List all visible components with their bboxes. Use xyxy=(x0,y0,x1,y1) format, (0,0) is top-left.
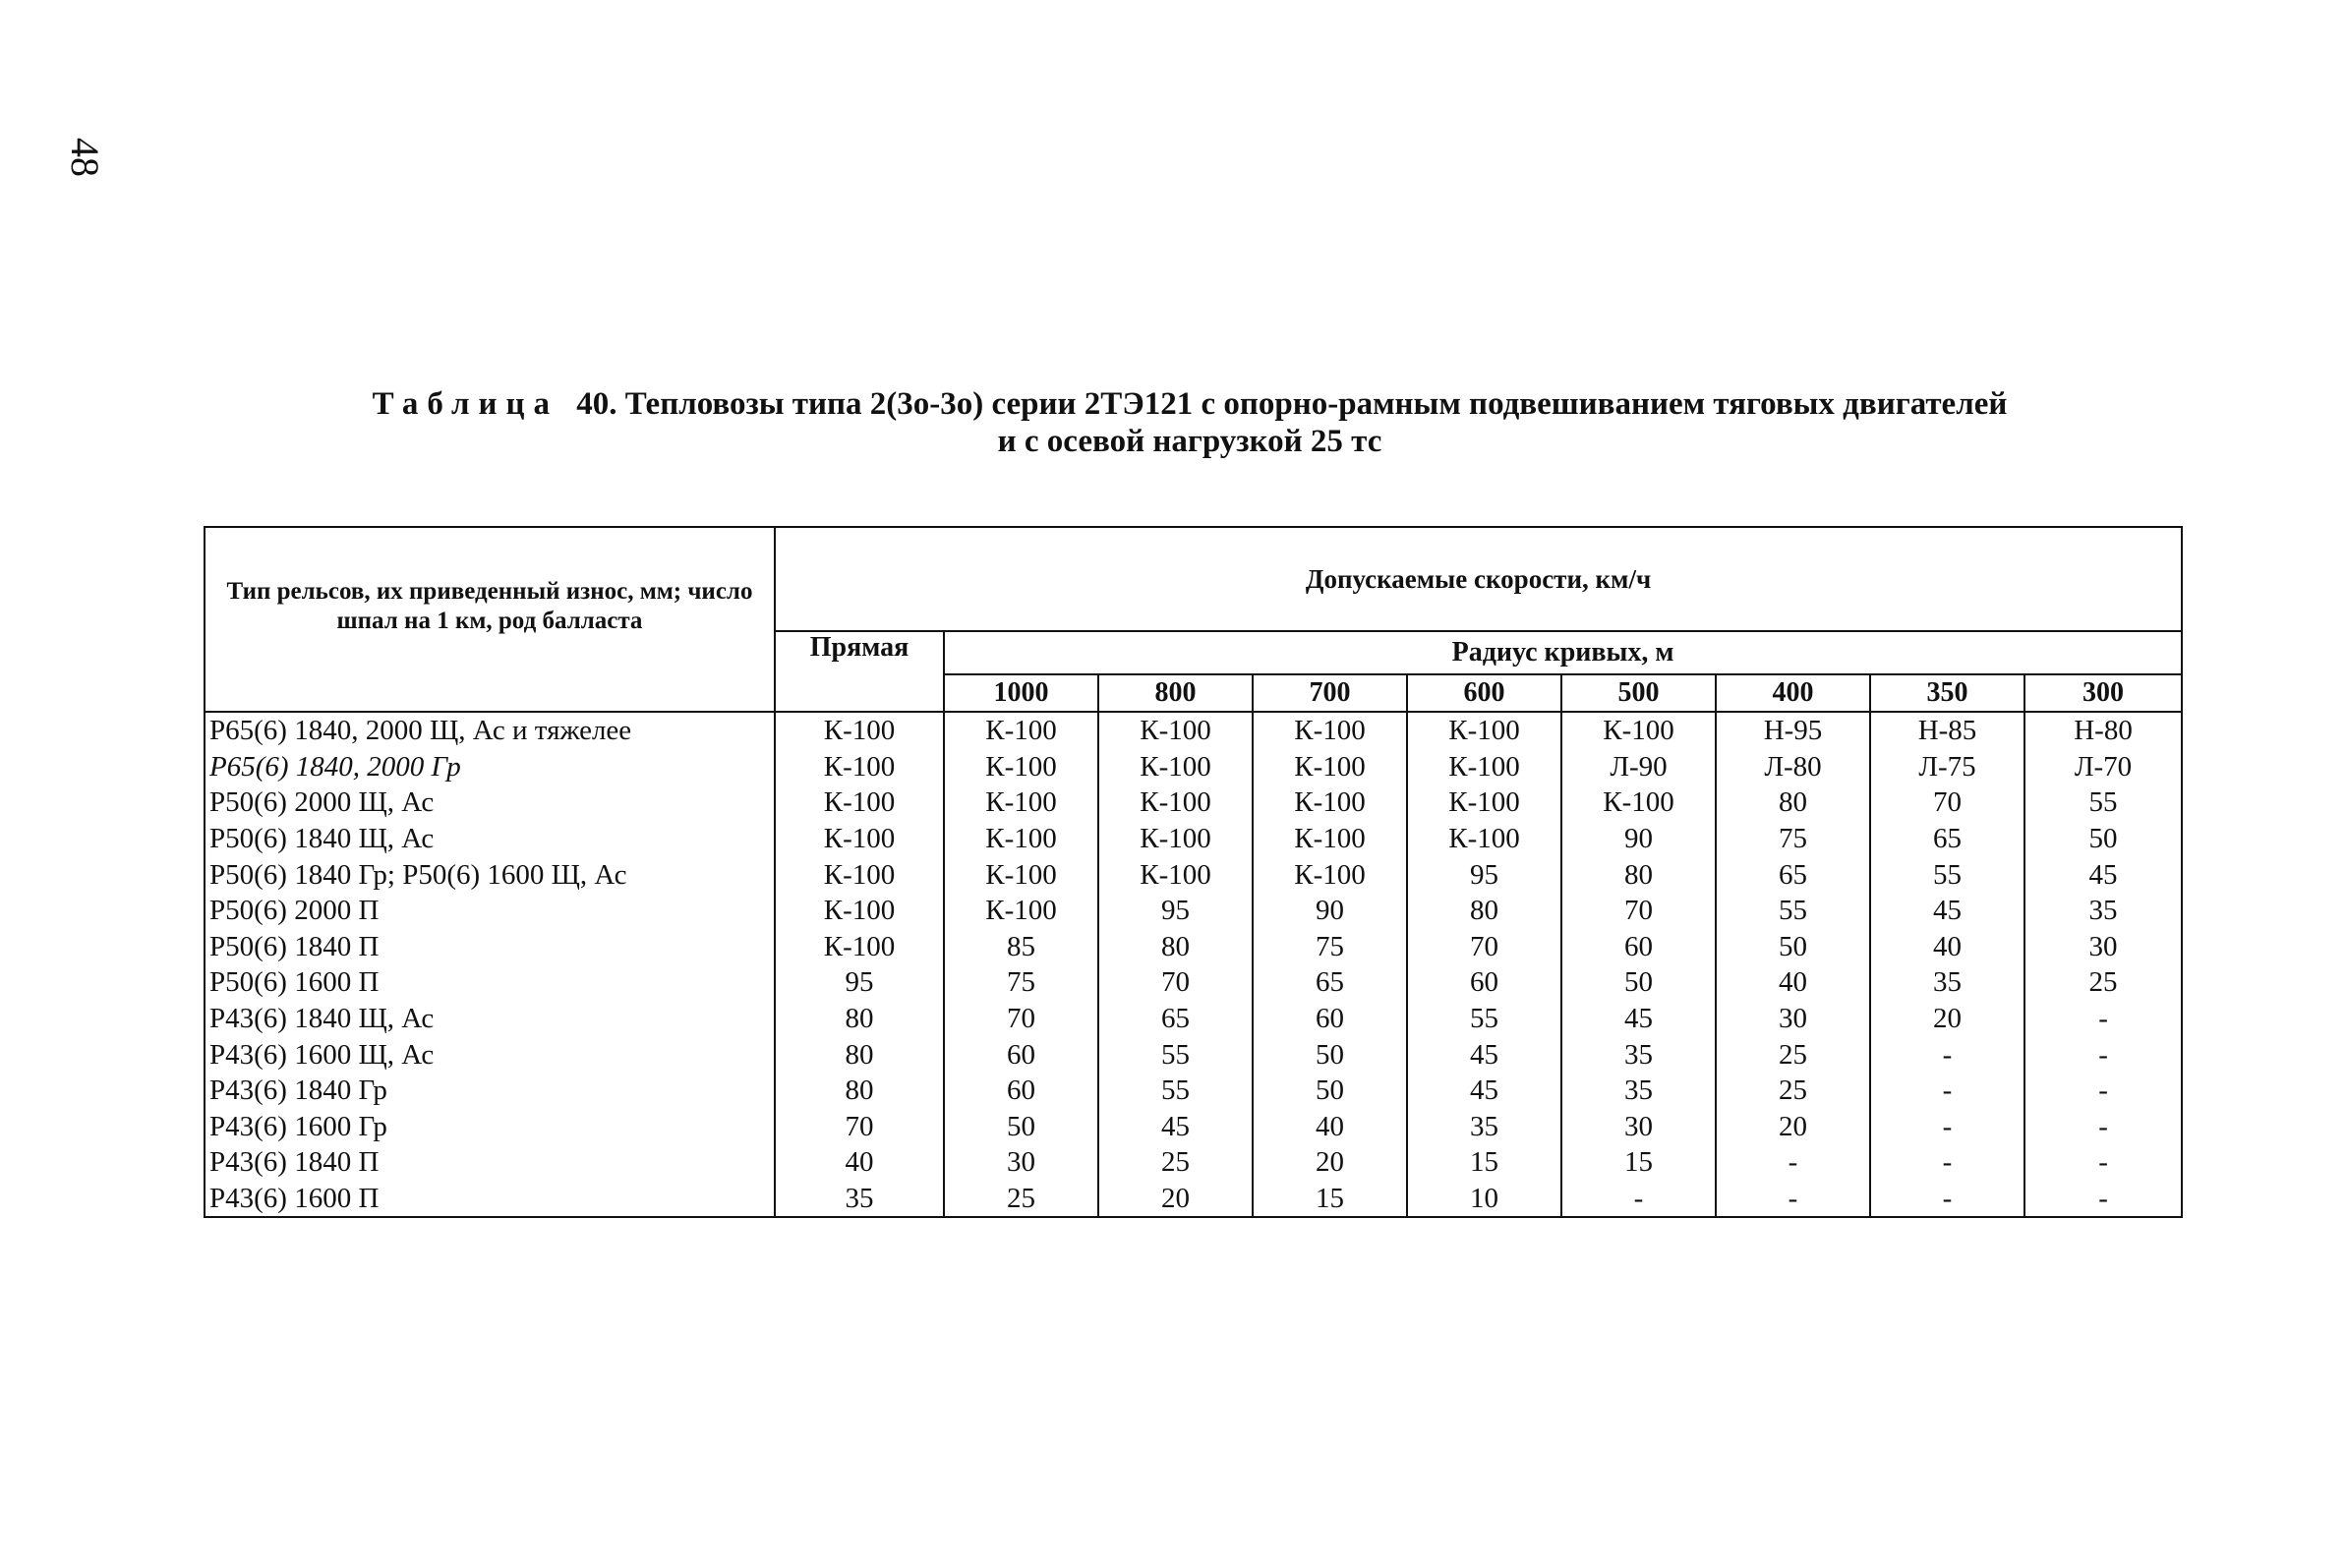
curve-speed-cell: 65 xyxy=(1716,856,1870,893)
curve-speed-cell: 35 xyxy=(1407,1109,1561,1145)
straight-speed-cell: К-100 xyxy=(775,856,944,893)
rail-type-cell: Р43(6) 1600 Гр xyxy=(205,1109,775,1145)
curve-speed-cell: 25 xyxy=(1098,1144,1253,1181)
curve-speed-cell: - xyxy=(1870,1144,2024,1181)
curve-speed-cell: 55 xyxy=(1870,856,2024,893)
curve-speed-cell: 80 xyxy=(1407,893,1561,929)
curve-speed-cell: Л-75 xyxy=(1870,749,2024,785)
header-straight: Прямая xyxy=(775,631,944,712)
curve-speed-cell: 45 xyxy=(1407,1073,1561,1109)
table-row xyxy=(205,1109,2182,1145)
curve-speed-cell: 25 xyxy=(2024,964,2182,1001)
rail-type-cell: Р43(6) 1840 Гр xyxy=(205,1073,775,1109)
curve-speed-cell: 25 xyxy=(944,1181,1098,1218)
title-line-1 xyxy=(197,385,2183,423)
curve-speed-cell: 20 xyxy=(1253,1144,1407,1181)
curve-speed-cell: Л-80 xyxy=(1716,749,1870,785)
curve-speed-cell: 50 xyxy=(1716,929,1870,965)
curve-speed-cell: 20 xyxy=(1098,1181,1253,1218)
curve-speed-cell: К-100 xyxy=(1098,749,1253,785)
curve-speed-cell: Л-70 xyxy=(2024,749,2182,785)
rail-type-cell: Р50(6) 1840 П xyxy=(205,929,775,965)
header-radius-column: 700 xyxy=(1253,674,1407,712)
curve-speed-cell: 80 xyxy=(1716,784,1870,821)
curve-speed-cell: 40 xyxy=(1253,1109,1407,1145)
curve-speed-cell: 50 xyxy=(2024,821,2182,857)
table-row xyxy=(205,1001,2182,1037)
curve-speed-cell: 90 xyxy=(1253,893,1407,929)
title-text: Тепловозы типа 2(3о-3о) серии 2ТЭ121 с опорно-рамным подвешиванием тяговых двигателей xyxy=(624,386,2008,422)
rail-type-cell: Р43(6) 1840 Щ, Ас xyxy=(205,1001,775,1037)
rail-type-cell: Р50(6) 1600 П xyxy=(205,964,775,1001)
curve-speed-cell: К-100 xyxy=(1561,712,1716,749)
curve-speed-cell: К-100 xyxy=(1098,856,1253,893)
curve-speed-cell: 55 xyxy=(2024,784,2182,821)
curve-speed-cell: К-100 xyxy=(1407,712,1561,749)
curve-speed-cell: 50 xyxy=(1561,964,1716,1001)
curve-speed-cell: 90 xyxy=(1561,821,1716,857)
curve-speed-cell: - xyxy=(2024,1144,2182,1181)
header-radius-column: 300 xyxy=(2024,674,2182,712)
table-row xyxy=(205,1073,2182,1109)
header-radius-column: 800 xyxy=(1098,674,1253,712)
curve-speed-cell: 70 xyxy=(1098,964,1253,1001)
curve-speed-cell: 20 xyxy=(1716,1109,1870,1145)
straight-speed-cell: 80 xyxy=(775,1073,944,1109)
curve-speed-cell: К-100 xyxy=(1561,784,1716,821)
straight-speed-cell: К-100 xyxy=(775,929,944,965)
curve-speed-cell: 95 xyxy=(1407,856,1561,893)
table-row xyxy=(205,929,2182,965)
curve-speed-cell: 95 xyxy=(1098,893,1253,929)
curve-speed-cell: 20 xyxy=(1870,1001,2024,1037)
straight-speed-cell: К-100 xyxy=(775,893,944,929)
table-row xyxy=(205,1036,2182,1073)
curve-speed-cell: К-100 xyxy=(1407,784,1561,821)
curve-speed-cell: 70 xyxy=(1407,929,1561,965)
curve-speed-cell: 45 xyxy=(1561,1001,1716,1037)
curve-speed-cell: К-100 xyxy=(1098,712,1253,749)
curve-speed-cell: 50 xyxy=(1253,1073,1407,1109)
curve-speed-cell: 60 xyxy=(944,1036,1098,1073)
curve-speed-cell: 80 xyxy=(1561,856,1716,893)
curve-speed-cell: 10 xyxy=(1407,1181,1561,1218)
curve-speed-cell: 35 xyxy=(1870,964,2024,1001)
curve-speed-cell: - xyxy=(2024,1073,2182,1109)
curve-speed-cell: Н-95 xyxy=(1716,712,1870,749)
curve-speed-cell: К-100 xyxy=(1407,821,1561,857)
curve-speed-cell: 60 xyxy=(1561,929,1716,965)
header-curve-radius: Радиус кривых, м xyxy=(944,631,2182,674)
curve-speed-cell: 25 xyxy=(1716,1036,1870,1073)
header-radius-column: 1000 xyxy=(944,674,1098,712)
table-row xyxy=(205,749,2182,785)
curve-speed-cell: К-100 xyxy=(1407,749,1561,785)
curve-speed-cell: Н-80 xyxy=(2024,712,2182,749)
straight-speed-cell: 80 xyxy=(775,1036,944,1073)
straight-speed-cell: К-100 xyxy=(775,712,944,749)
curve-speed-cell: 65 xyxy=(1870,821,2024,857)
title-prefix: Таблица xyxy=(372,386,559,422)
rail-type-cell: Р43(6) 1600 Щ, Ас xyxy=(205,1036,775,1073)
table-row xyxy=(205,784,2182,821)
header-rail-type: Тип рельсов, их приведенный износ, мм; число шпал на 1 км, род балласта xyxy=(205,527,775,712)
curve-speed-cell: 40 xyxy=(1870,929,2024,965)
curve-speed-cell: К-100 xyxy=(944,784,1098,821)
curve-speed-cell: - xyxy=(2024,1036,2182,1073)
table-row xyxy=(205,821,2182,857)
curve-speed-cell: К-100 xyxy=(1253,784,1407,821)
curve-speed-cell: 30 xyxy=(944,1144,1098,1181)
curve-speed-cell: 65 xyxy=(1098,1001,1253,1037)
header-radius-column: 500 xyxy=(1561,674,1716,712)
curve-speed-cell: 70 xyxy=(1561,893,1716,929)
curve-speed-cell: 45 xyxy=(1407,1036,1561,1073)
curve-speed-cell: 35 xyxy=(1561,1036,1716,1073)
curve-speed-cell: К-100 xyxy=(1253,749,1407,785)
curve-speed-cell: 65 xyxy=(1253,964,1407,1001)
curve-speed-cell: 15 xyxy=(1407,1144,1561,1181)
curve-speed-cell: К-100 xyxy=(944,749,1098,785)
curve-speed-cell: 80 xyxy=(1098,929,1253,965)
curve-speed-cell: 60 xyxy=(1407,964,1561,1001)
curve-speed-cell: К-100 xyxy=(944,893,1098,929)
curve-speed-cell: 60 xyxy=(1253,1001,1407,1037)
curve-speed-cell: Л-90 xyxy=(1561,749,1716,785)
curve-speed-cell: К-100 xyxy=(1253,712,1407,749)
curve-speed-cell: 50 xyxy=(944,1109,1098,1145)
curve-speed-cell: 45 xyxy=(1870,893,2024,929)
table-row xyxy=(205,712,2182,749)
curve-speed-cell: 70 xyxy=(944,1001,1098,1037)
page-number: 48 xyxy=(63,138,107,177)
straight-speed-cell: К-100 xyxy=(775,821,944,857)
header-allowed-speeds: Допускаемые скорости, км/ч xyxy=(775,527,2182,631)
curve-speed-cell: К-100 xyxy=(944,712,1098,749)
curve-speed-cell: - xyxy=(2024,1109,2182,1145)
curve-speed-cell: - xyxy=(2024,1181,2182,1218)
curve-speed-cell: К-100 xyxy=(1098,821,1253,857)
rail-type-cell: Р65(6) 1840, 2000 Гр xyxy=(205,749,775,785)
curve-speed-cell: 30 xyxy=(1561,1109,1716,1145)
header-radius-column: 400 xyxy=(1716,674,1870,712)
curve-speed-cell: 45 xyxy=(2024,856,2182,893)
curve-speed-cell: 55 xyxy=(1098,1073,1253,1109)
rail-type-cell: Р50(6) 1840 Гр; Р50(6) 1600 Щ, Ас xyxy=(205,856,775,893)
straight-speed-cell: К-100 xyxy=(775,749,944,785)
curve-speed-cell: 85 xyxy=(944,929,1098,965)
curve-speed-cell: 60 xyxy=(944,1073,1098,1109)
curve-speed-cell: К-100 xyxy=(1253,821,1407,857)
curve-speed-cell: 35 xyxy=(1561,1073,1716,1109)
table-body xyxy=(205,712,2182,1217)
curve-speed-cell: 25 xyxy=(1716,1073,1870,1109)
table-row xyxy=(205,964,2182,1001)
straight-speed-cell: 80 xyxy=(775,1001,944,1037)
title-number: 40. xyxy=(576,386,617,422)
table-row xyxy=(205,893,2182,929)
curve-speed-cell: К-100 xyxy=(1253,856,1407,893)
table-row xyxy=(205,1144,2182,1181)
rail-type-cell: Р50(6) 1840 Щ, Ас xyxy=(205,821,775,857)
curve-speed-cell: К-100 xyxy=(944,821,1098,857)
curve-speed-cell: 45 xyxy=(1098,1109,1253,1145)
curve-speed-cell: 30 xyxy=(2024,929,2182,965)
straight-speed-cell: К-100 xyxy=(775,784,944,821)
curve-speed-cell: - xyxy=(1716,1181,1870,1218)
curve-speed-cell: 15 xyxy=(1561,1144,1716,1181)
rail-type-cell: Р43(6) 1840 П xyxy=(205,1144,775,1181)
rail-type-cell: Р43(6) 1600 П xyxy=(205,1181,775,1218)
table-title xyxy=(197,385,2183,460)
table-row xyxy=(205,1181,2182,1218)
table-row xyxy=(205,856,2182,893)
curve-speed-cell: 50 xyxy=(1253,1036,1407,1073)
curve-speed-cell: 55 xyxy=(1098,1036,1253,1073)
header-radius-column: 350 xyxy=(1870,674,2024,712)
rail-type-cell: Р65(6) 1840, 2000 Щ, Ас и тяжелее xyxy=(205,712,775,749)
curve-speed-cell: 75 xyxy=(1716,821,1870,857)
straight-speed-cell: 35 xyxy=(775,1181,944,1218)
curve-speed-cell: - xyxy=(2024,1001,2182,1037)
rail-type-cell: Р50(6) 2000 Щ, Ас xyxy=(205,784,775,821)
curve-speed-cell: 75 xyxy=(1253,929,1407,965)
curve-speed-cell: - xyxy=(1561,1181,1716,1218)
speed-table xyxy=(204,526,2183,1218)
curve-speed-cell: 70 xyxy=(1870,784,2024,821)
curve-speed-cell: - xyxy=(1870,1181,2024,1218)
curve-speed-cell: 15 xyxy=(1253,1181,1407,1218)
curve-speed-cell: К-100 xyxy=(944,856,1098,893)
curve-speed-cell: К-100 xyxy=(1098,784,1253,821)
straight-speed-cell: 40 xyxy=(775,1144,944,1181)
rail-type-cell: Р50(6) 2000 П xyxy=(205,893,775,929)
curve-speed-cell: 40 xyxy=(1716,964,1870,1001)
curve-speed-cell: 35 xyxy=(2024,893,2182,929)
title-line-2: и с осевой нагрузкой 25 тс xyxy=(997,424,1382,459)
curve-speed-cell: - xyxy=(1870,1036,2024,1073)
straight-speed-cell: 70 xyxy=(775,1109,944,1145)
curve-speed-cell: - xyxy=(1870,1073,2024,1109)
curve-speed-cell: 55 xyxy=(1407,1001,1561,1037)
table-header xyxy=(205,527,2182,712)
curve-speed-cell: - xyxy=(1870,1109,2024,1145)
curve-speed-cell: 55 xyxy=(1716,893,1870,929)
straight-speed-cell: 95 xyxy=(775,964,944,1001)
curve-speed-cell: 75 xyxy=(944,964,1098,1001)
curve-speed-cell: 30 xyxy=(1716,1001,1870,1037)
curve-speed-cell: - xyxy=(1716,1144,1870,1181)
curve-speed-cell: Н-85 xyxy=(1870,712,2024,749)
header-radius-column: 600 xyxy=(1407,674,1561,712)
